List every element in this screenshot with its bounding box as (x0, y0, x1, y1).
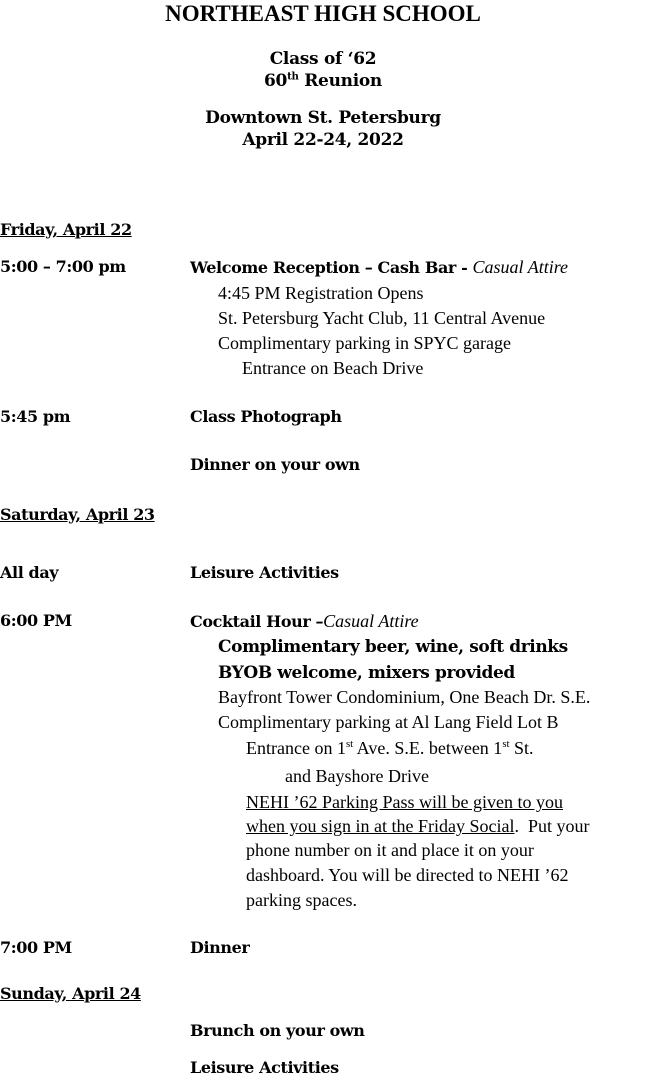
saturday-e2-line: Complimentary parking at Al Lang Field Lot B (218, 712, 559, 732)
school-title: NORTHEAST HIGH SCHOOL (165, 1, 481, 26)
saturday-e3-title: Dinner (190, 938, 250, 957)
friday-e1-title (190, 257, 568, 278)
e2-title-text: Cocktail Hour – (190, 612, 324, 631)
sunday-e2-title: Leisure Activities (190, 1058, 339, 1077)
e1-title-text: Welcome Reception – Cash Bar - (190, 258, 473, 277)
entrance-a: Entrance on 1 (246, 738, 346, 758)
e1-attire: Casual Attire (472, 257, 569, 277)
reunion-title (0, 71, 646, 91)
friday-e1-line: Complimentary parking in SPYC garage (218, 333, 511, 353)
friday-e1-line: St. Petersburg Yacht Club, 11 Central Avenue (218, 308, 546, 328)
saturday-e2-bold: BYOB welcome, mixers provided (218, 663, 515, 683)
friday-e1-line: 4:45 PM Registration Opens (218, 283, 424, 303)
sunday-e1-title: Brunch on your own (190, 1021, 365, 1040)
friday-e2-title: Class Photograph (190, 407, 342, 426)
parking-pass-line: NEHI ’62 Parking Pass will be given to you (246, 792, 563, 812)
reunion-sup: th (287, 70, 299, 83)
saturday-entrance (246, 738, 534, 758)
parking-pass-line (246, 816, 589, 836)
friday-heading: Friday, April 22 (0, 220, 132, 239)
entrance-b: Ave. S.E. between 1 (353, 738, 503, 758)
pass-underlined: when you sign in at the Friday Social (246, 816, 515, 836)
entrance-sup2: st (502, 738, 510, 750)
entrance-sup1: st (345, 738, 354, 750)
reunion-word: Reunion (298, 71, 382, 91)
saturday-heading: Saturday, April 23 (0, 505, 155, 524)
saturday-e2-title (190, 611, 419, 632)
saturday-e2-bold: Complimentary beer, wine, soft drinks (218, 637, 568, 657)
class-of: Class of ‘62 (269, 49, 377, 69)
reunion-num: 60 (264, 71, 288, 91)
saturday-e1-time: All day (0, 563, 59, 582)
saturday-e2-line: Bayfront Tower Condominium, One Beach Dr. S.E. (218, 687, 591, 707)
friday-e1-line: Entrance on Beach Drive (242, 358, 424, 378)
friday-e1-time: 5:00 – 7:00 pm (0, 257, 126, 276)
parking-pass-line: parking spaces. (246, 890, 357, 910)
entrance-c: St. (509, 738, 534, 758)
friday-e3-title: Dinner on your own (190, 455, 360, 474)
e2-attire: Casual Attire (323, 611, 419, 631)
dates: April 22-24, 2022 (242, 130, 404, 150)
friday-e2-time: 5:45 pm (0, 407, 71, 426)
location: Downtown St. Petersburg (205, 108, 441, 128)
sunday-heading: Sunday, April 24 (0, 984, 141, 1003)
saturday-e1-title: Leisure Activities (190, 563, 339, 582)
parking-pass-line: phone number on it and place it on your (246, 840, 534, 860)
saturday-e3-time: 7:00 PM (0, 938, 72, 957)
pass-rest: . Put your (514, 816, 590, 836)
parking-pass-line: dashboard. You will be directed to NEHI ’62 (246, 865, 569, 885)
saturday-e2-time: 6:00 PM (0, 611, 72, 630)
saturday-bayshore: and Bayshore Drive (285, 766, 429, 786)
